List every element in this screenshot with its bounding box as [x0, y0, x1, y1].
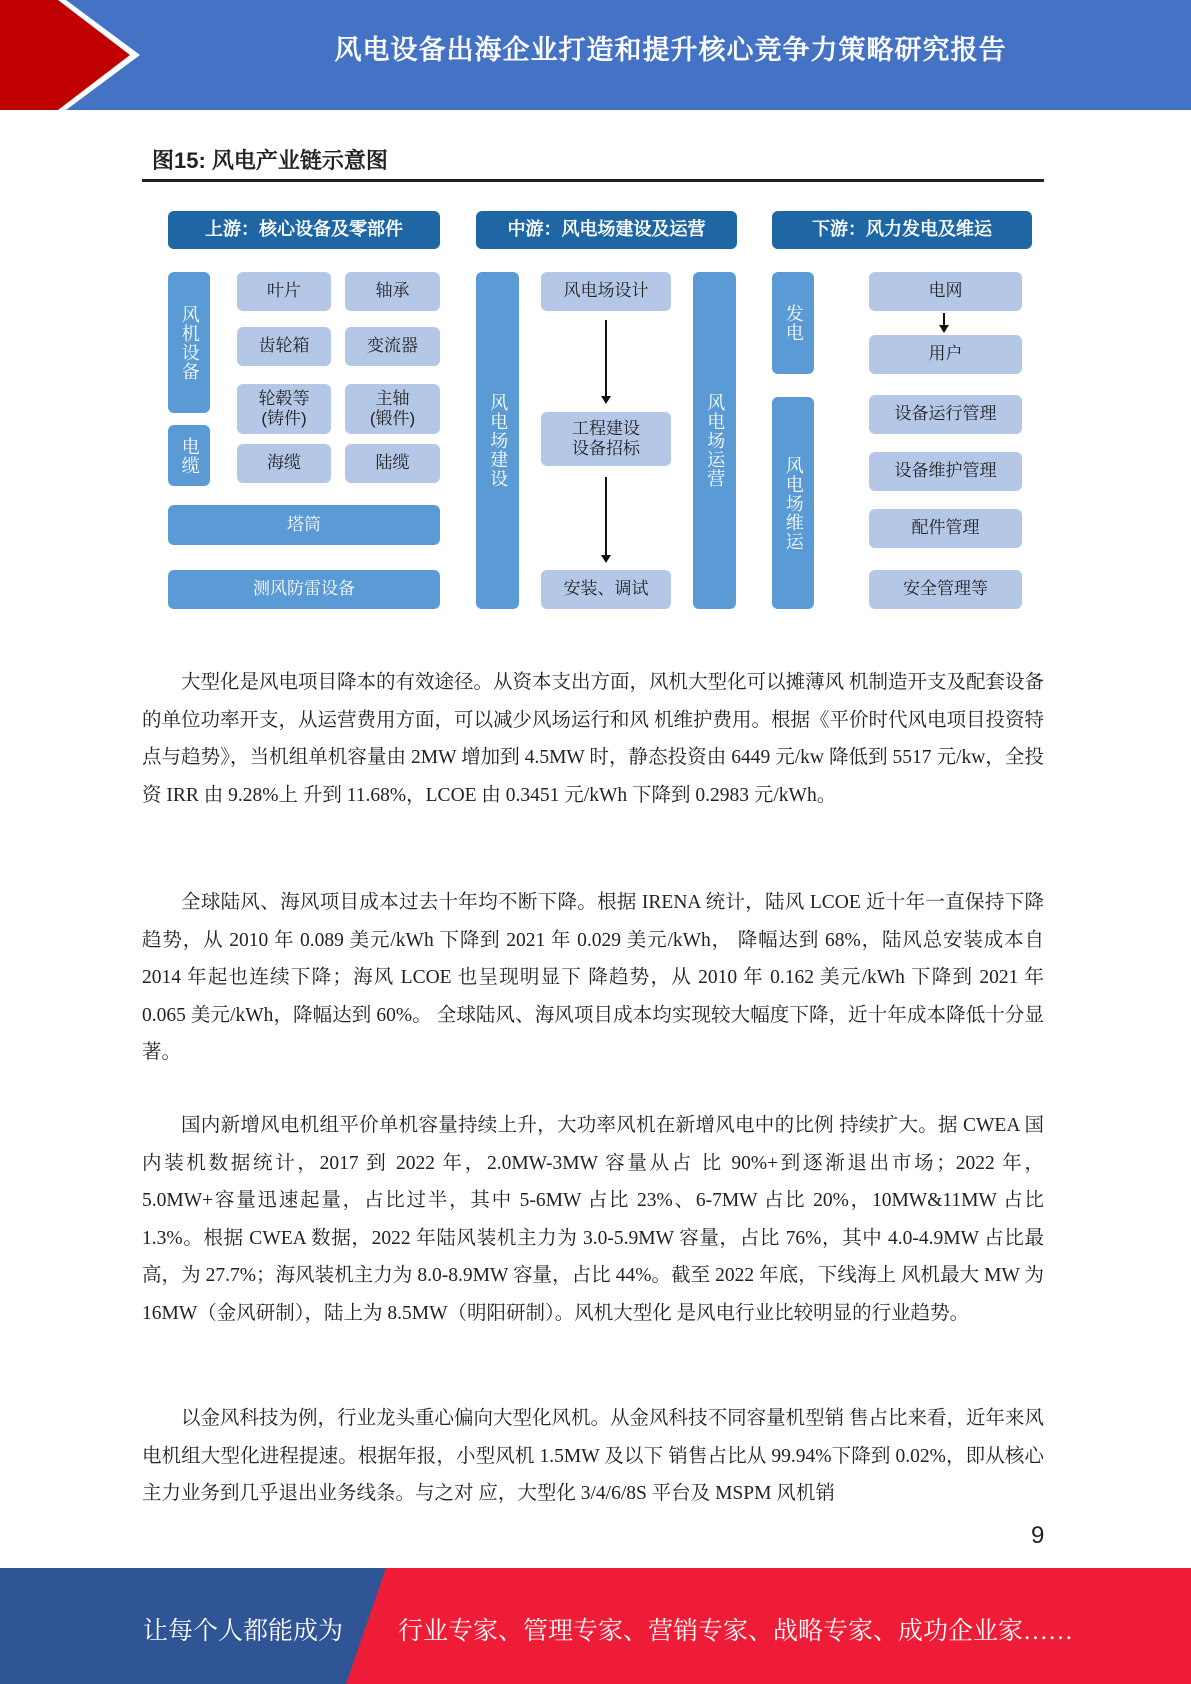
figure-title: 图15: 风电产业链示意图: [152, 148, 388, 173]
turbine-equipment-label: 风机设备: [168, 272, 210, 413]
power-generation-label: 发电: [772, 272, 814, 374]
body-paragraph: 国内新增风电机组平价单机容量持续上升，大功率风机在新增风电中的比例 持续扩大。据 CWEA 国内装机数据统计，2017 到 2022 年，2.0MW-3MW 容量从占 比 90%+到逐渐退出市场；2022 年，5.0MW+容量迅速起量，占比过半，其中 5-6MW 占比 23%、6-7MW 占比 20%，10MW&11MW 占比 1.3%。根据 CWEA 数据，2022 年陆风装机主力为 3.0-5.9MW 容量，占比 76%，其中 4.0-4.9MW 占比最高，为 27.7%；海风装机主力为 8.0-8.9MW 容量，占比 44%。截至 2022 年底，下线海上 风机最大 MW 为 16MW（金风研制），陆上为 8.5MW（明阳研制）。风机大型化 是风电行业比较明显的行业趋势。: [142, 1115, 1044, 1324]
upstream-header: 上游：核心设备及零部件: [168, 211, 440, 249]
wind-farm-maintenance-label: 风电场维运: [772, 397, 814, 609]
downstream-box: 设备运行管理: [869, 395, 1022, 434]
step-box: 工程建设 设备招标: [541, 412, 671, 466]
part-box: 轮毂等 (铸件): [237, 384, 331, 434]
step-box: 风电场设计: [541, 272, 671, 311]
wind-farm-construction-label: 风电场建设: [476, 272, 519, 609]
page-footer: [0, 1568, 1191, 1684]
report-title: 风电设备出海企业打造和提升核心竞争力策略研究报告: [334, 35, 1007, 65]
arrow-down-icon: [943, 313, 945, 331]
wind-farm-operation-label: 风电场运营: [693, 272, 736, 609]
downstream-box: 配件管理: [869, 509, 1022, 548]
page-header: [0, 0, 1191, 110]
cable-label: 电缆: [168, 425, 210, 486]
footer-slogan-left: 让每个人都能成为: [143, 1618, 344, 1645]
arrow-down-icon: [605, 477, 607, 561]
step-box: 安装、调试: [541, 570, 671, 609]
downstream-box: 电网: [869, 272, 1022, 311]
downstream-header: 下游：风力发电及维运: [772, 211, 1032, 249]
page-number: 9: [1031, 1522, 1045, 1549]
body-paragraph: 全球陆风、海风项目成本过去十年均不断下降。根据 IRENA 统计，陆风 LCOE 近十年一直保持下降趋势，从 2010 年 0.089 美元/kWh 下降到 2021 年 0.029 美元/kWh， 降幅达到 68%，陆风总安装成本自 2014 年起也连续下降；海风 LCOE 也呈现明显下 降趋势，从 2010 年 0.162 美元/kWh 下降到 2021 年 0.065 美元/kWh，降幅达到 60%。 全球陆风、海风项目成本均实现较大幅度下降，近十年成本降低十分显著。: [142, 892, 1044, 1063]
footer-slogan-right: 行业专家、管理专家、营销专家、战略专家、成功企业家……: [398, 1618, 1074, 1645]
downstream-box: 用户: [869, 335, 1022, 374]
figure-title-rule: [142, 179, 1044, 182]
part-box: 齿轮箱: [237, 327, 331, 366]
part-box: 轴承: [345, 272, 440, 311]
downstream-box: 安全管理等: [869, 570, 1022, 609]
tower-box: 塔筒: [168, 505, 440, 545]
part-box: 陆缆: [345, 444, 440, 483]
part-box: 叶片: [237, 272, 331, 311]
part-box: 海缆: [237, 444, 331, 483]
chevron-decoration: [0, 0, 160, 110]
midstream-header: 中游：风电场建设及运营: [476, 211, 737, 249]
downstream-box: 设备维护管理: [869, 452, 1022, 491]
part-box: 变流器: [345, 327, 440, 366]
measurement-box: 测风防雷设备: [168, 570, 440, 609]
part-box: 主轴 (锻件): [345, 384, 440, 434]
arrow-down-icon: [605, 320, 607, 402]
body-paragraph: 大型化是风电项目降本的有效途径。从资本支出方面，风机大型化可以摊薄风 机制造开支及配套设备的单位功率开支，从运营费用方面，可以减少风场运行和风 机维护费用。根据《平价时代风电项目投资特点与趋势》，当机组单机容量由 2MW 增加到 4.5MW 时，静态投资由 6449 元/kw 降低到 5517 元/kw，全投资 IRR 由 9.28%上 升到 11.68%，LCOE 由 0.3451 元/kWh 下降到 0.2983 元/kWh。: [142, 672, 1044, 806]
body-paragraph: 以金风科技为例，行业龙头重心偏向大型化风机。从金风科技不同容量机型销 售占比来看，近年来风电机组大型化进程提速。根据年报，小型风机 1.5MW 及以下 销售占比从 99.94%下降到 0.02%，即从核心主力业务到几乎退出业务线条。与之对 应，大型化 3/4/6/8S 平台及 MSPM 风机销: [142, 1408, 1044, 1504]
